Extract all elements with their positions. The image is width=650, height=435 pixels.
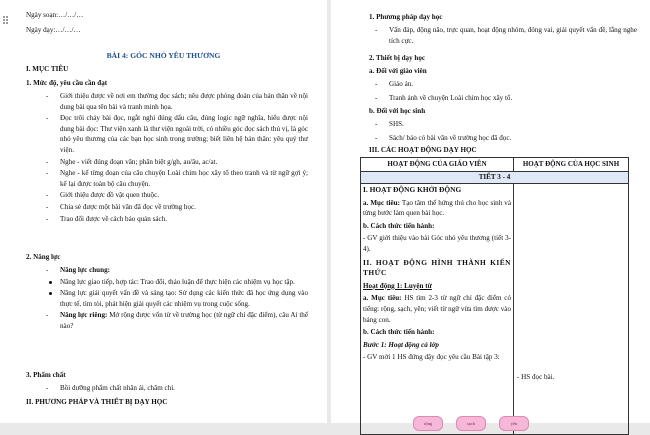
bullet-icon [49, 281, 52, 284]
heading-qualities: 3. Phẩm chất [26, 371, 66, 379]
list-item: - SHS. [375, 120, 404, 128]
column-header-student: HOẠT ĐỘNG CỦA HỌC SINH [514, 158, 629, 172]
list-item: - Giới thiệu được về nơi em thường đọc sách; nêu được phỏng đoán của bản thân về nội dung bài qua tên bài và tranh minh họa. [46, 92, 308, 111]
table-header-row [361, 158, 629, 172]
list-item: Năng lực giải quyết vấn đề và sáng tạo: Sử dụng các kiến thức đã học ứng dụng vào thực tế, tìm tòi, phát hiện giải quyết các nhiệm vụ trong cuộc sống. [46, 288, 308, 309]
procedure-text: - GV mời 1 HS đứng dậy đọc yêu cầu Bài tập 3: [363, 353, 500, 362]
teacher-equipment-list [375, 79, 623, 103]
table-row [361, 172, 629, 184]
word-card: rộng [413, 416, 443, 431]
heading-teacher-equipment: a. Đối với giáo viên [369, 67, 427, 75]
table-row [361, 184, 629, 435]
list-item: - Đọc trôi chảy bài đọc, ngắt nghỉ đúng dấu câu, đúng logic ngữ nghĩa, hiểu được nội dung bài đọc: Thư viện xanh là thư viện ngoài trời, có nhiều góc đọc sách thú vị, là góc nhỏ yêu thương của các bạn học sinh trong trường; biết liên hệ bản thân: yêu quý thư viện. [46, 114, 308, 154]
list-item: - Năng lực riêng: Mở rộng được vốn từ về trường học (từ ngữ chỉ đặc điểm), câu Ai thế nào? [46, 311, 308, 330]
column-header-teacher: HOẠT ĐỘNG CỦA GIÁO VIÊN [361, 158, 514, 172]
word-cards [413, 416, 529, 431]
activities-table [360, 157, 629, 435]
activity-heading: I. HOẠT ĐỘNG KHỞI ĐỘNG [363, 185, 462, 194]
date-prepared: Ngày soạn:…/…/… [26, 11, 84, 19]
list-item: - Giáo án. [375, 80, 414, 88]
heading-competence: 2. Năng lực [26, 253, 61, 261]
list-item: - Sách/ báo có bài văn về trường học đã đọc. [375, 133, 512, 142]
student-equipment-list [375, 119, 623, 143]
section-activities: III. CÁC HOẠT ĐỘNG DẠY HỌC [369, 146, 477, 154]
heading-equipment: 2. Thiết bị dạy học [369, 54, 426, 62]
activity-subheading: Hoạt động 1: Luyện từ [363, 281, 432, 290]
period-label: TIẾT 3 - 4 [361, 172, 629, 184]
list-item: - Giới thiệu được đồ vật quen thuộc. [46, 191, 160, 200]
list-item: Năng lực giao tiếp, hợp tác: Trao đổi, thảo luận để thực hiện các nhiệm vụ học tập. [46, 277, 308, 288]
word-card: sạch [456, 416, 486, 431]
section-methods: II. PHƯƠNG PHÁP VÀ THIẾT BỊ DẠY HỌC [26, 398, 168, 406]
word-card: yên [499, 416, 529, 431]
list-item: - Nghe - viết đúng đoạn văn; phân biệt g/gh, au/âu, ac/at. [46, 157, 218, 166]
document-page-right [331, 0, 650, 426]
bullet-icon [49, 292, 52, 295]
heading-requirements: 1. Mức độ, yêu cầu cần đạt [26, 79, 108, 87]
date-taught: Ngày dạy:…/…/… [26, 26, 81, 34]
goals-list [46, 91, 308, 224]
list-item: - Tranh ảnh về chuyện Loài chim học xây tổ. [375, 93, 513, 102]
lesson-title: BÀI 4: GÓC NHỎ YÊU THƯƠNG [106, 51, 221, 60]
heading-methods: 1. Phương pháp dạy học [369, 13, 443, 21]
objective-text: a. Mục tiêu: HS tìm 2-3 từ ngữ chỉ đặc điểm có tiếng: rộng, sạch, yên; viết từ ngữ vừa tìm được vào bảng con. [363, 294, 511, 324]
student-note: - HS đọc bài. [517, 373, 555, 381]
objective-text: a. Mục tiêu: Tạo tâm thế hứng thú cho học sinh và từng bước làm quen bài học. [363, 198, 511, 218]
document-page-left [0, 0, 327, 423]
drag-handle-icon[interactable] [3, 16, 9, 30]
procedure-heading: b. Cách thức tiến hành: [363, 328, 435, 337]
list-item: - Chia sẻ được một bài văn đã đọc về trường học. [46, 202, 196, 211]
step-heading: Bước 1: Hoạt động cả lớp [363, 340, 439, 349]
procedure-text: - GV giới thiệu vào bài Góc nhỏ yêu thương (tiết 3-4). [363, 234, 511, 253]
activity-heading: II. HOẠT ĐỘNG HÌNH THÀNH KIẾN THỨC [363, 257, 511, 278]
list-item: - Nghe - kể từng đoạn của câu chuyện Loài chim học xây tổ theo tranh và từ ngữ gợi ý; kể lại được toàn bộ câu chuyện. [46, 169, 308, 188]
teacher-activity-cell [361, 184, 518, 435]
section-objectives: I. MỤC TIÊU [26, 65, 69, 73]
competence-list [46, 265, 308, 332]
procedure-heading: b. Cách thức tiến hành: [363, 221, 435, 230]
list-item: - Năng lực chung: [46, 266, 110, 274]
student-activity-cell [514, 184, 629, 435]
qualities-item: - Bồi dưỡng phẩm chất nhân ái, chăm chỉ. [46, 384, 175, 392]
methods-text: - Vấn đáp, động não, trực quan, hoạt động nhóm, đóng vai, giải quyết vấn đề, lắng nghe tích cực. [375, 26, 637, 45]
heading-student-equipment: b. Đối với học sinh [369, 107, 426, 115]
list-item: - Trao đổi được về cách bảo quản sách. [46, 214, 168, 223]
